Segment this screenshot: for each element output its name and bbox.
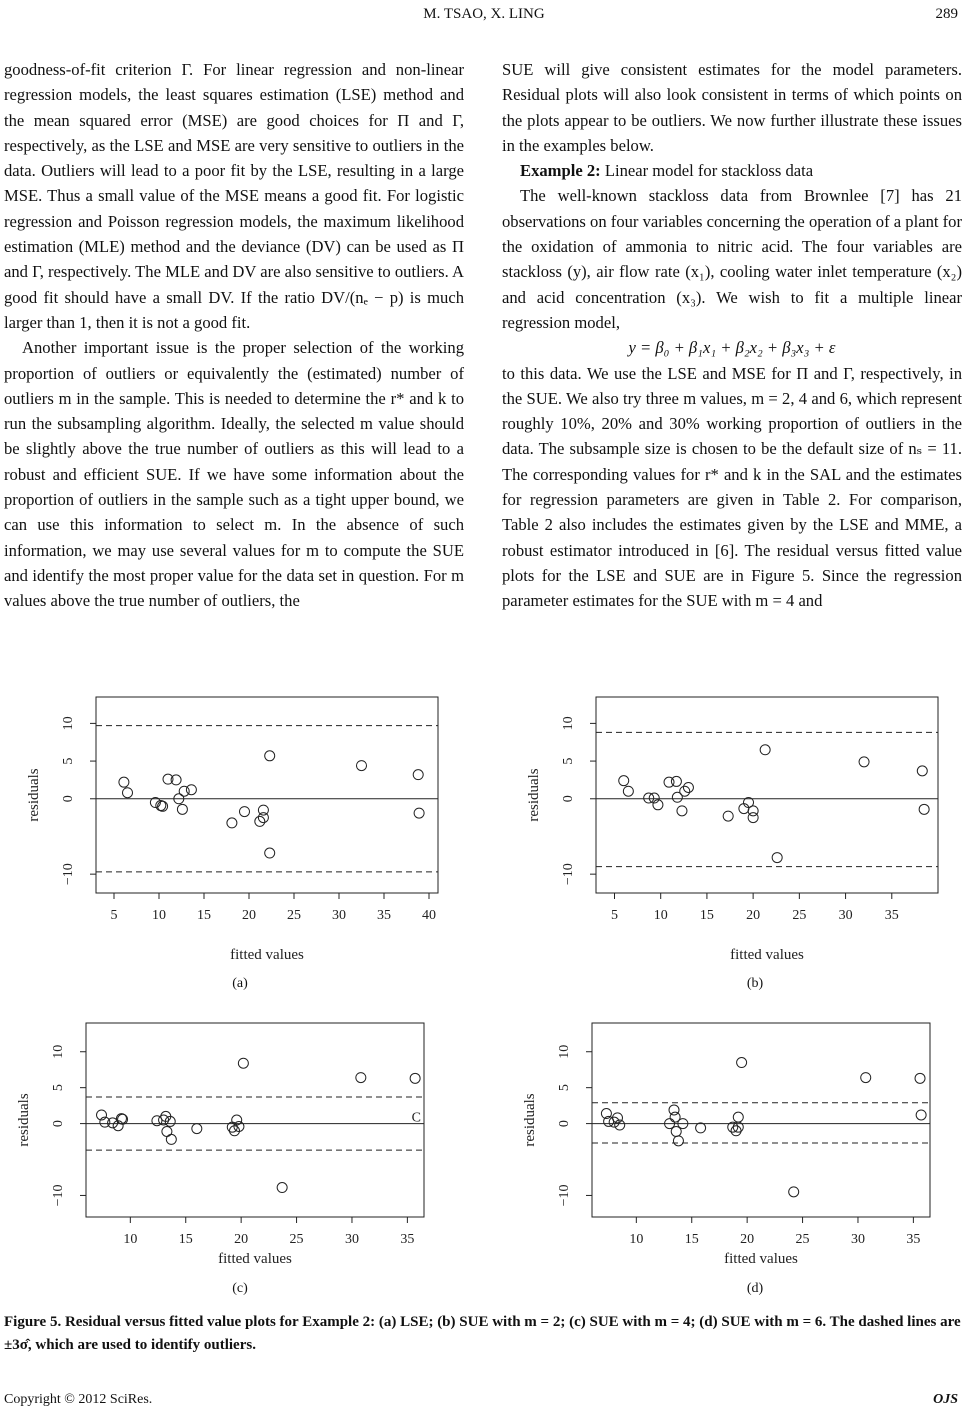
journal-name: OJS: [933, 1392, 958, 1407]
x-tick-label: 25: [289, 1232, 304, 1247]
right-paragraph-1: SUE will give consistent estimates for the model parameters. Residual plots will also look consistent in terms of which points on the plots appear to be outliers. We now further illustrate these issues in the examples below.: [502, 60, 962, 155]
x-tick-label: 10: [629, 1232, 644, 1247]
x-tick-label: 15: [197, 908, 211, 923]
x-tick-label: 30: [332, 908, 346, 923]
data-point: [413, 770, 423, 780]
residual-plot-d: [500, 1005, 966, 1275]
residual-plot-a: [4, 681, 470, 971]
data-point: [119, 777, 129, 787]
y-tick-label: 10: [51, 1044, 66, 1059]
x-tick-label: 25: [795, 1232, 810, 1247]
residual-plot-c: [4, 1005, 470, 1275]
plot-frame: [86, 1023, 424, 1217]
data-point: [265, 848, 275, 858]
y-tick-label: 5: [557, 1084, 572, 1092]
plot-frame: [596, 697, 938, 893]
figure-panel-d: [500, 1005, 966, 1275]
example-subtitle: Linear model for stackloss data: [600, 161, 814, 181]
data-point: [123, 788, 133, 798]
x-tick-label: 10: [152, 908, 166, 923]
y-axis-label: residuals: [522, 1093, 538, 1147]
x-tick-label: 15: [699, 908, 714, 923]
data-point: [192, 1124, 202, 1134]
data-point: [760, 745, 770, 755]
data-point: [673, 1136, 683, 1146]
y-tick-label: 0: [561, 795, 576, 803]
data-point: [919, 804, 929, 814]
x-tick-label: 35: [377, 908, 391, 923]
y-axis-label: residuals: [16, 1093, 32, 1147]
data-point: [166, 1134, 176, 1144]
figure-panel-c: [4, 1005, 470, 1275]
y-axis-label: residuals: [526, 768, 542, 822]
x-tick-label: 20: [242, 908, 256, 923]
data-point: [623, 786, 633, 796]
x-tick-label: 20: [234, 1232, 249, 1247]
data-point: [238, 1058, 248, 1068]
y-tick-label: −10: [51, 1184, 66, 1207]
x-axis-label: fitted values: [218, 1251, 292, 1267]
y-tick-label: 5: [51, 1084, 66, 1092]
data-point: [357, 761, 367, 771]
x-tick-label: 35: [400, 1232, 415, 1247]
right-paragraph-2: The well-known stackloss data from Brownlee [7] has 21 observations on four variables concerning the operation of a plant for the oxidation of ammonia to nitric acid. The four variables are stackloss (y), air flow rate (x₁), cooling water inlet temperature (x₂) and acid concentration (x₃). We wish to fit a multiple linear regression model,: [502, 186, 962, 332]
x-tick-label: 25: [792, 908, 807, 923]
data-point: C: [411, 1110, 421, 1126]
data-point: [671, 776, 681, 786]
page-number: 289: [935, 6, 958, 22]
data-point: [177, 804, 187, 814]
figure-panel-b: [500, 681, 966, 971]
regression-equation: y = β₀ + β₁x₁ + β₂x₂ + β₃x₃ + ε: [628, 338, 836, 358]
example-title: Example 2:: [520, 161, 601, 181]
x-tick-label: 40: [422, 908, 436, 923]
page-header: [0, 6, 968, 30]
x-tick-label: 20: [740, 1232, 755, 1247]
y-tick-label: 5: [61, 757, 76, 765]
y-tick-label: −10: [61, 863, 76, 886]
x-tick-label: 15: [178, 1232, 193, 1247]
data-point: [615, 1120, 625, 1130]
figure-panel-a: [4, 681, 470, 971]
x-tick-label: 5: [610, 908, 618, 923]
data-point: [356, 1073, 366, 1083]
data-point: [916, 1110, 926, 1120]
x-tick-label: 25: [287, 908, 301, 923]
left-column: [4, 57, 464, 614]
y-tick-label: 0: [51, 1120, 66, 1128]
x-tick-label: 15: [684, 1232, 699, 1247]
x-tick-label: 35: [884, 908, 899, 923]
data-point: [917, 766, 927, 776]
data-point: [861, 1073, 871, 1083]
x-tick-label: 30: [838, 908, 853, 923]
x-tick-label: 30: [850, 1232, 865, 1247]
x-tick-label: 10: [653, 908, 668, 923]
running-head-authors: M. TSAO, X. LING: [423, 6, 545, 22]
copyright-notice: Copyright © 2012 SciRes.: [4, 1392, 153, 1407]
y-tick-label: 0: [61, 795, 76, 803]
example-heading: [502, 158, 962, 183]
data-point: [696, 1123, 706, 1133]
data-point: [723, 811, 733, 821]
data-point: [240, 807, 250, 817]
data-point: [859, 757, 869, 767]
data-point: [737, 1058, 747, 1068]
data-point: [619, 776, 629, 786]
data-point: [789, 1187, 799, 1197]
left-paragraph-2: Another important issue is the proper selection of the working proportion of outliers or equivalently the (estimated) number of outliers m in the sample. This is needed to determine the r* and k to run the subsampling algorithm. Ideally, the selected m value should be slightly above the true number of outliers as this will lead to a robust and efficient SUE. If we have some information about the proportion of outliers in the sample such as a tight upper bound, we can use this information to select m. In the absence of such information, we may use several values for m to compute the SUE and identify the most proper value for the data set in question. For m values above the true number of outliers, the: [4, 338, 464, 611]
panel-label-a: (a): [232, 976, 248, 991]
x-axis-label: fitted values: [230, 947, 304, 963]
right-paragraph-3: to this data. We use the LSE and MSE for Π and Γ, respectively, in the SUE. We also try three m values, m = 2, 4 and 6, which represent roughly 10%, 20% and 30% working proportion of outliers in the data. The subsample size is chosen to be the default size of nₛ = 11. The corresponding values for r* and k in the SAL and the estimates for regression parameters are given in Table 2. For comparison, Table 2 also includes the estimates given by the LSE and MME, a robust estimator introduced in [6]. The residual versus fitted value plots for the LSE and SUE are in Figure 5. Since the regression parameter estimates for the SUE with m = 4 and: [502, 363, 962, 611]
data-point: [669, 1105, 679, 1115]
x-tick-label: 30: [344, 1232, 359, 1247]
data-point: [915, 1073, 925, 1083]
x-tick-label: 20: [746, 908, 761, 923]
x-axis-label: fitted values: [730, 947, 804, 963]
data-point: [748, 813, 758, 823]
y-tick-label: 10: [61, 716, 76, 731]
data-point: [414, 808, 424, 818]
residual-plot-b: [500, 681, 966, 971]
panel-label-c: (c): [232, 1281, 248, 1296]
data-point: [733, 1112, 743, 1122]
y-tick-label: 0: [557, 1120, 572, 1128]
left-paragraph-1: goodness-of-fit criterion Γ. For linear regression and non-linear regression models, the least squares estimation (LSE) method and the mean squared error (MSE) are good choices for Π and Γ, respectively, as the LSE and MSE are very sensitive to outliers in the data. Outliers will lead to a poor fit by the LSE, resulting in a large MSE. Thus a small value of the MSE means a good fit. For logistic regression and Poisson regression models, the maximum likelihood estimation (MLE) method and the deviance (DV) can be used as Π and Γ, respectively. The MLE and DV are also sensitive to outliers. A good fit should have a small DV. If the ratio DV/(nₑ − p) is much larger than 1, then it is not a good fit.: [4, 60, 464, 332]
data-point: [772, 853, 782, 863]
y-tick-label: −10: [557, 1184, 572, 1207]
plot-frame: [592, 1023, 930, 1217]
data-point: [265, 751, 275, 761]
data-point: [186, 785, 196, 795]
right-column: [502, 57, 962, 614]
data-point: [644, 793, 654, 803]
y-tick-label: 5: [561, 757, 576, 765]
y-tick-label: −10: [561, 863, 576, 886]
panel-label-b: (b): [746, 976, 764, 991]
y-tick-label: 10: [557, 1044, 572, 1059]
figure-caption: Figure 5. Residual versus fitted value plots for Example 2: (a) LSE; (b) SUE with m = 2; (c) SUE with m = 4; (d) SUE with m = 6. The dashed lines are ±3σ̂, which are used to identify outliers.: [4, 1314, 961, 1353]
x-tick-label: 5: [110, 908, 118, 923]
plot-frame: [96, 697, 438, 893]
y-axis-label: residuals: [26, 768, 42, 822]
data-point: [227, 818, 237, 828]
x-axis-label: fitted values: [724, 1251, 798, 1267]
data-point: [410, 1073, 420, 1083]
y-tick-label: 10: [561, 716, 576, 731]
x-tick-label: 35: [906, 1232, 921, 1247]
data-point: [677, 806, 687, 816]
data-point: [277, 1183, 287, 1193]
panel-label-d: (d): [746, 1281, 764, 1296]
data-point: [179, 786, 189, 796]
x-tick-label: 10: [123, 1232, 138, 1247]
